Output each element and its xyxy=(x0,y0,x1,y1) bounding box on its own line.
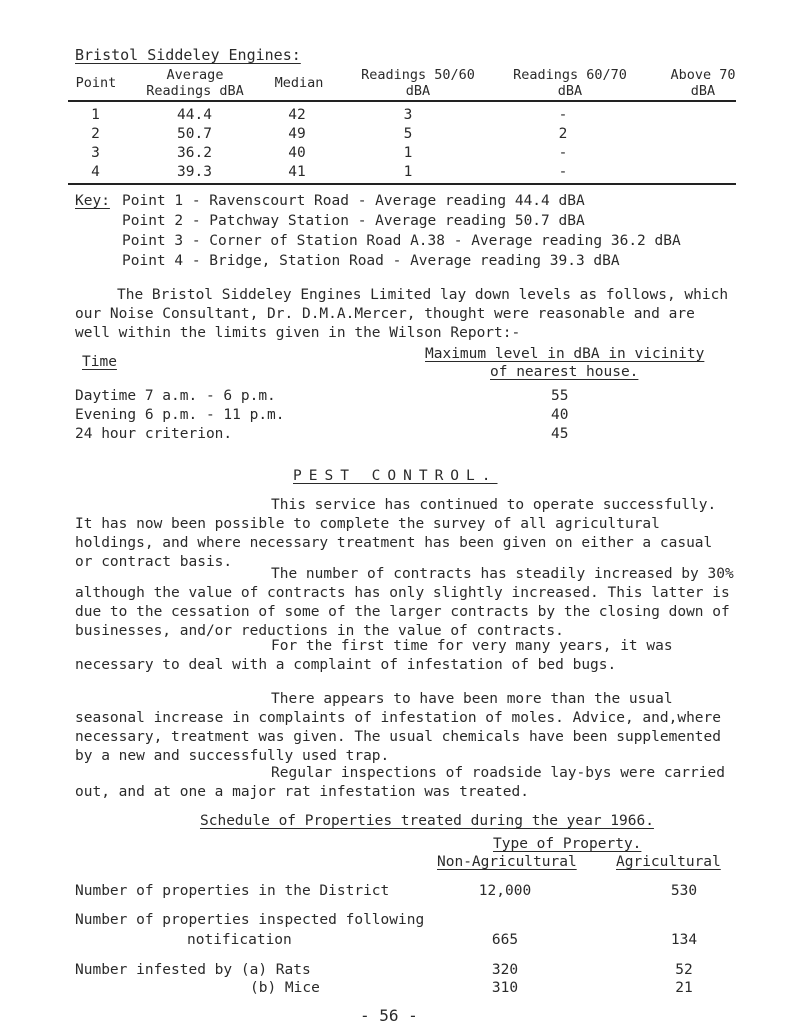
key-item: Point 2 - Patchway Station - Average reading 50.7 dBA xyxy=(122,213,585,229)
schedule-value-agricultural: 530 xyxy=(670,883,698,899)
cell-readings-50-60: 5 xyxy=(403,126,413,142)
limits-time: Daytime 7 a.m. - 6 p.m. xyxy=(75,388,276,404)
intro-paragraph: The Bristol Siddeley Engines Limited lay down levels as follows, which our Noise Consultant, Dr. D.M.A.Mercer, thought were reasonable and are well within the limits given in the Wilson Report:- xyxy=(75,287,729,341)
type-of-property-header: Type of Property. xyxy=(493,836,642,852)
cell-point: 4 xyxy=(91,164,100,180)
max-level-header-line2: of nearest house. xyxy=(490,364,639,380)
cell-point: 3 xyxy=(91,145,100,161)
pest-paragraph: This service has continued to operate successfully. It has now been possible to complete the survey of all agricultural holdings, and where necessary treatment has been given on either a casual or contract basis. xyxy=(75,497,717,570)
pest-paragraph: There appears to have been more than the usual seasonal increase in complaints of infestation of moles. Advice, and,where necessary, treatment was given. The usual chemicals have been supplemented by a new and successfully used trap. xyxy=(75,691,722,764)
cell-readings-60-70: - xyxy=(558,107,568,123)
col-header-median: Median xyxy=(274,75,324,91)
limits-level: 45 xyxy=(551,426,569,442)
cell-readings-60-70: - xyxy=(558,164,568,180)
schedule-value-agricultural: 21 xyxy=(675,980,693,996)
schedule-value-non-agricultural: 310 xyxy=(491,980,519,996)
schedule-value-non-agricultural: 665 xyxy=(491,932,519,948)
cell-point: 2 xyxy=(91,126,100,142)
cell-readings-60-70: 2 xyxy=(558,126,568,142)
cell-median: 49 xyxy=(288,126,306,142)
col-header-readings-60-70: Readings 60/70 dBA xyxy=(513,67,627,99)
schedule-value-agricultural: 52 xyxy=(675,962,693,978)
cell-readings-50-60: 3 xyxy=(403,107,413,123)
pest-paragraph: Regular inspections of roadside lay-bys were carried out, and at one a major rat infestation was treated. xyxy=(75,765,725,800)
cell-readings-60-70: - xyxy=(558,145,568,161)
col-header-average: Average Readings dBA xyxy=(146,67,244,99)
schedule-label: Number of properties in the District xyxy=(75,883,390,899)
table-header-rule xyxy=(68,100,736,102)
col-header-readings-50-60: Readings 50/60 dBA xyxy=(361,67,475,99)
cell-readings-50-60: 1 xyxy=(403,164,413,180)
schedule-label-line2: notification xyxy=(187,932,292,948)
cell-readings-50-60: 1 xyxy=(403,145,413,161)
schedule-label: Number infested by (a) Rats xyxy=(75,962,311,978)
limits-level: 40 xyxy=(551,407,569,423)
cell-average: 39.3 xyxy=(177,164,212,180)
pest-paragraph: The number of contracts has steadily increased by 30% although the value of contracts has only slightly increased. This latter is due to the cessation of some of the larger contracts by the closing down of businesses, and/or reductions in the value of contracts. xyxy=(75,566,734,639)
cell-average: 36.2 xyxy=(177,145,212,161)
section-title: Bristol Siddeley Engines: xyxy=(75,46,301,64)
col-header-non-agricultural: Non-Agricultural xyxy=(437,854,577,870)
col-header-agricultural: Agricultural xyxy=(616,854,721,870)
schedule-title: Schedule of Properties treated during the year 1966. xyxy=(200,813,654,829)
page-number: - 56 - xyxy=(360,1006,418,1025)
schedule-value-agricultural: 134 xyxy=(670,932,698,948)
limits-time: Evening 6 p.m. - 11 p.m. xyxy=(75,407,285,423)
schedule-value-non-agricultural: 12,000 xyxy=(478,883,532,899)
key-item: Point 3 - Corner of Station Road A.38 - Average reading 36.2 dBA xyxy=(122,233,681,249)
limits-time: 24 hour criterion. xyxy=(75,426,233,442)
time-header: Time xyxy=(82,354,117,370)
cell-point: 1 xyxy=(91,107,100,123)
pest-control-heading: PEST CONTROL. xyxy=(293,468,498,484)
key-label: Key: xyxy=(75,193,110,209)
max-level-header: Maximum level in dBA in vicinity xyxy=(425,346,705,362)
schedule-label: (b) Mice xyxy=(250,980,320,996)
schedule-value-non-agricultural: 320 xyxy=(491,962,519,978)
key-item: Point 4 - Bridge, Station Road - Average reading 39.3 dBA xyxy=(122,253,620,269)
col-header-above-70: Above 70 dBA xyxy=(670,67,736,99)
cell-average: 50.7 xyxy=(177,126,212,142)
cell-median: 40 xyxy=(288,145,306,161)
key-item: Point 1 - Ravenscourt Road - Average reading 44.4 dBA xyxy=(122,193,585,209)
cell-median: 41 xyxy=(288,164,306,180)
cell-median: 42 xyxy=(288,107,306,123)
pest-paragraph: For the first time for very many years, it was necessary to deal with a complaint of infestation of bed bugs. xyxy=(75,638,673,673)
table-bottom-rule xyxy=(68,183,736,185)
cell-average: 44.4 xyxy=(177,107,212,123)
limits-level: 55 xyxy=(551,388,569,404)
schedule-label: Number of properties inspected following xyxy=(75,912,425,928)
col-header-point: Point xyxy=(75,75,117,91)
